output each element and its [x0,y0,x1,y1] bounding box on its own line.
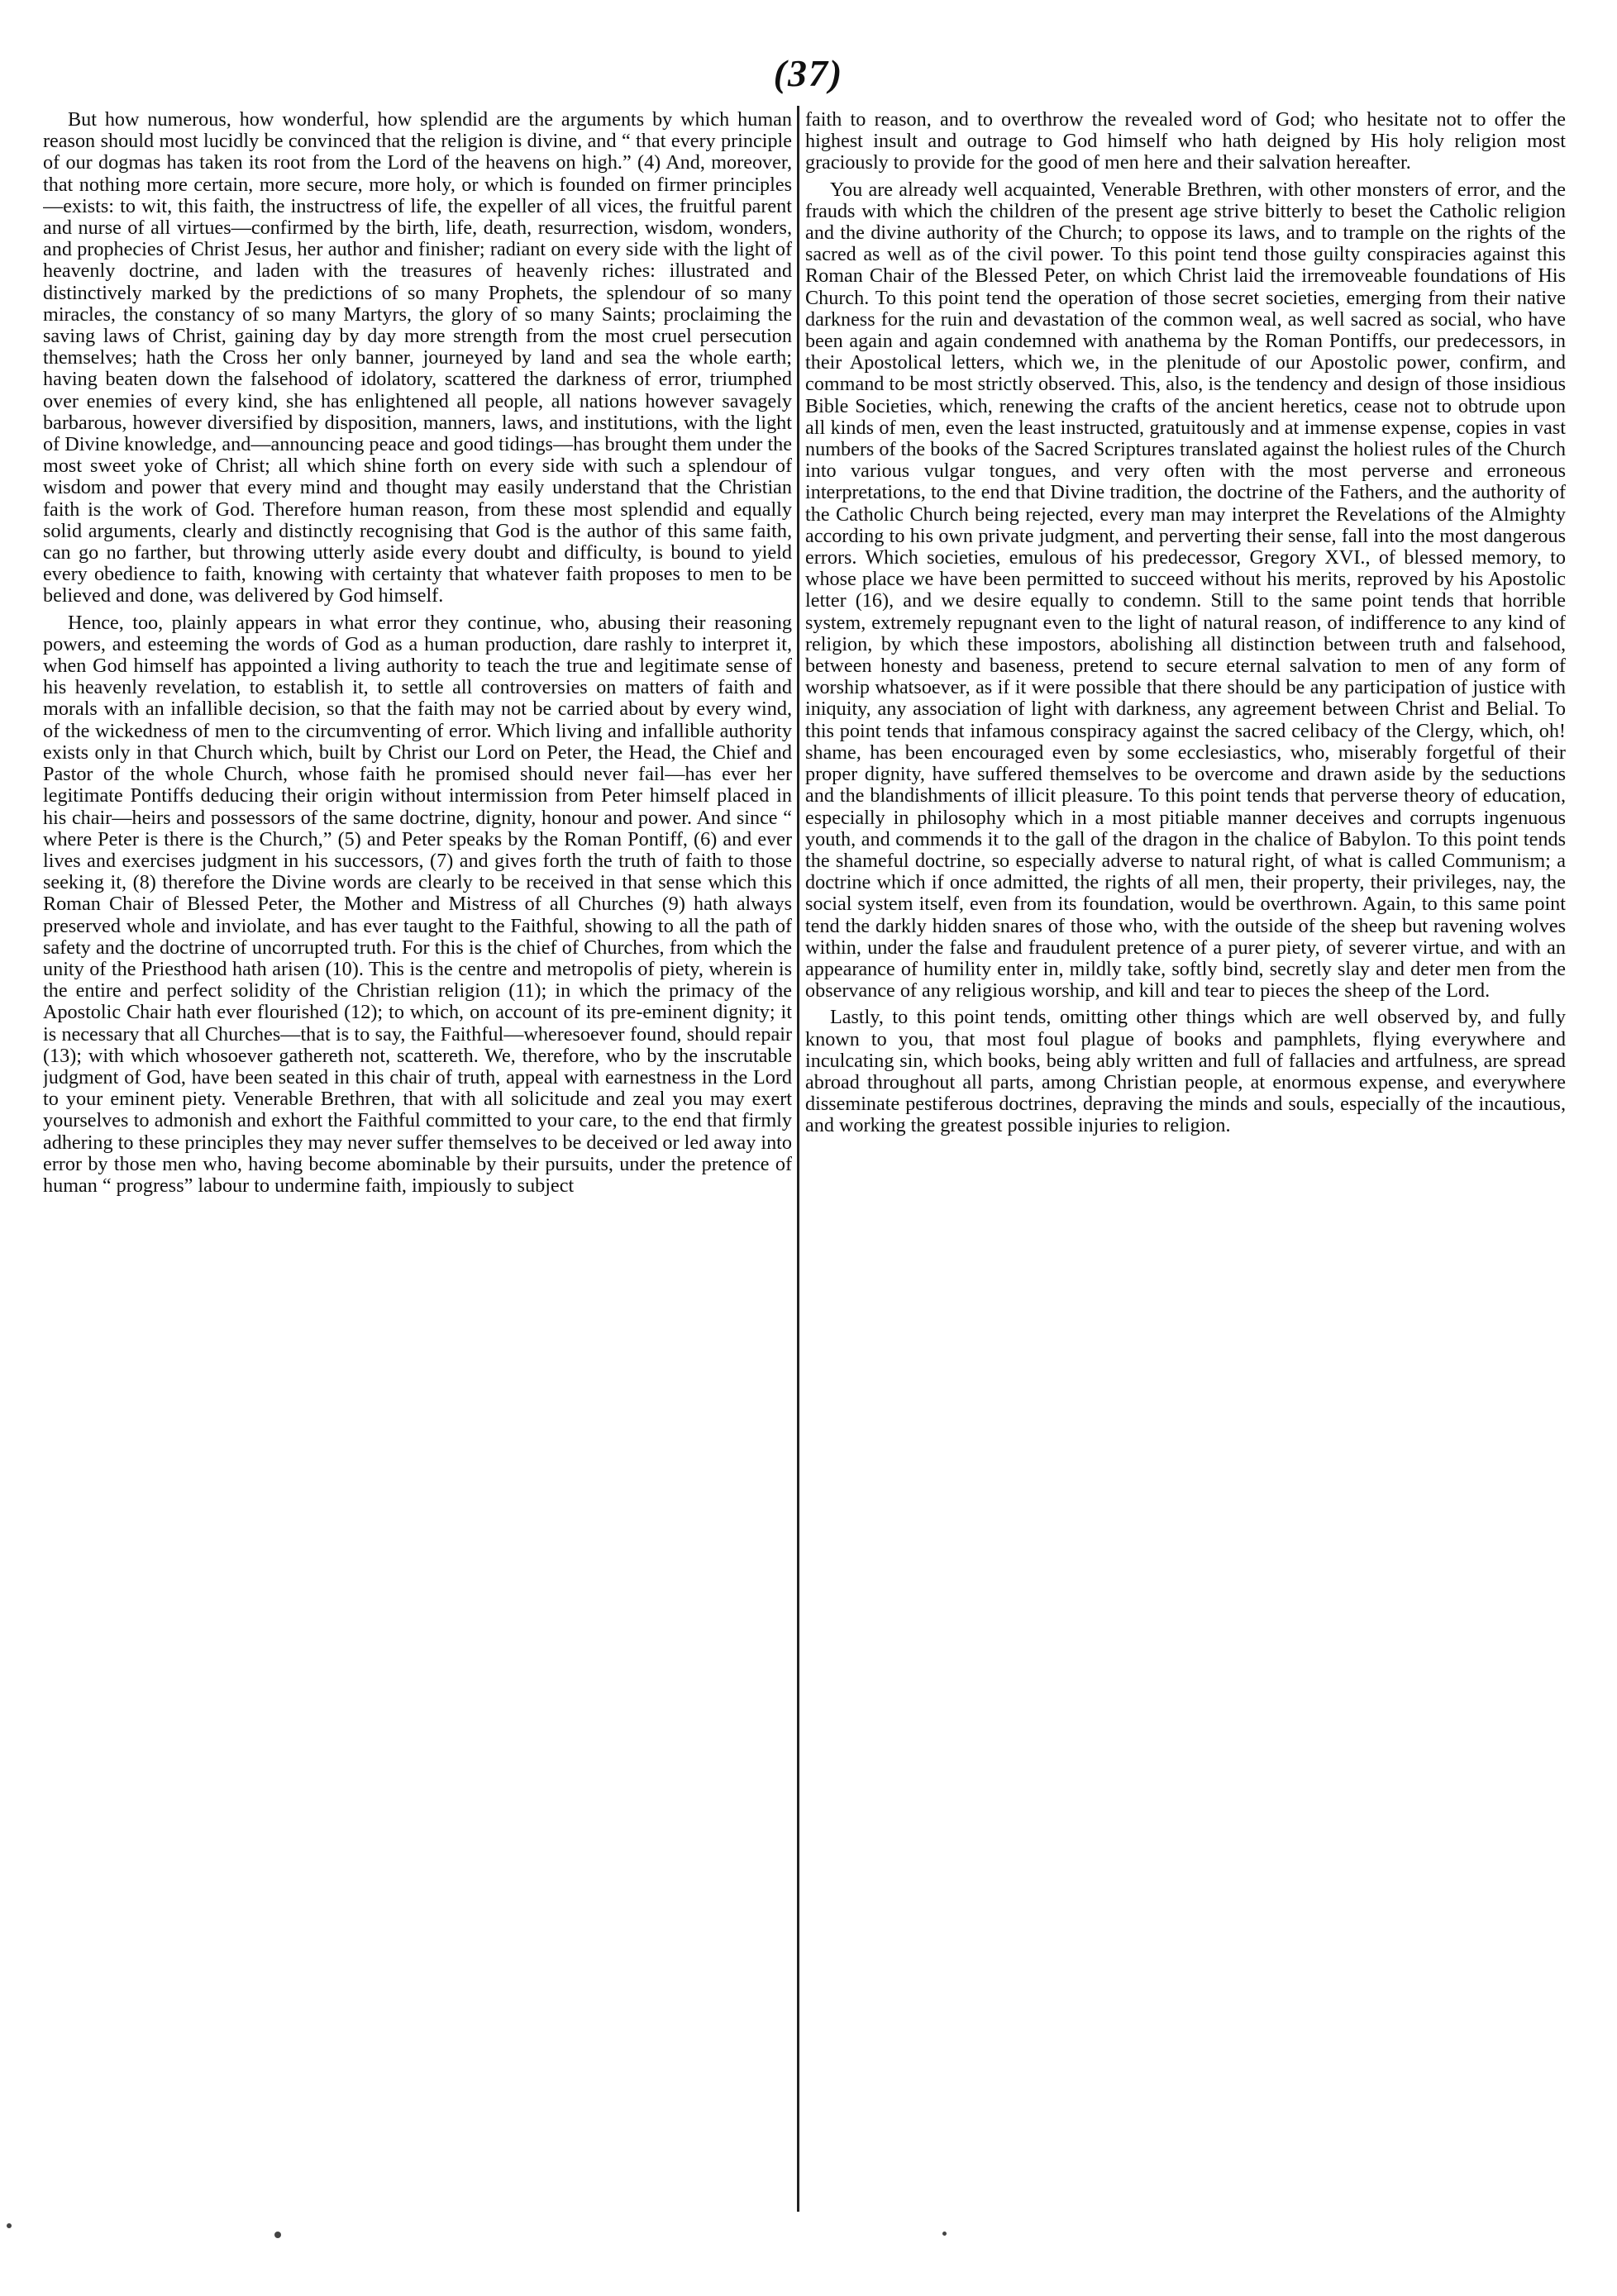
column-divider [797,106,799,2212]
paragraph: Lastly, to this point tends, omitting other things which are well observed by, and fully known to you, that most foul plague of books and pamphlets, flying everywhere and inculcating sin, which books, being ably written and full of fallacies and artfulness, are spread abroad throughout all parts, among Christian people, at enormous expense, and everywhere disseminate pestiferous doctrines, depraving the minds and souls, especially of the incautious, and working the greatest possible injuries to religion. [805,1006,1566,1137]
left-column [43,109,792,2225]
paragraph: But how numerous, how wonderful, how splendid are the arguments by which human reason should most lucidly be convinced that the religion is divine, and “ that every principle of our dogmas has taken its root from the Lord of the heavens on high.” (4) And, moreover, that nothing more certain, more secure, more holy, or which is founded on firmer principles—exists: to wit, this faith, the instructress of life, the expeller of all vices, the fruitful parent and nurse of all virtues—confirmed by the birth, life, death, resurrection, wisdom, wonders, and prophecies of Christ Jesus, her author and finisher; radiant on every side with the light of heavenly doctrine, and laden with the treasures of heavenly riches: illustrated and distinctively marked by the predictions of so many Prophets, the splendour of so many miracles, the constancy of so many Martyrs, the glory of so many Saints; proclaiming the saving laws of Christ, gaining day by day more strength from the most cruel persecution themselves; hath the Cross her only banner, journeyed by land and sea the whole earth; having beaten down the falsehood of idolatory, scattered the darkness of error, triumphed over enemies of every kind, she has enlightened all people, all nations however savagely barbarous, however diversified by disposition, manners, laws, and institutions, with the light of Divine knowledge, and—announcing peace and good tidings—has brought them under the most sweet yoke of Christ; all which shine forth on every side with such a splendour of wisdom and power that every mind and thought may easily understand that the Christian faith is the work of God. Therefore human reason, from these most splendid and equally solid arguments, clearly and distinctly recognising that God is the author of this same faith, can go no farther, but throwing utterly aside every doubt and difficulty, is bound to yield every obedience to faith, knowing with certainty that whatever faith proposes to men to be believed and done, was delivered by God himself. [43,109,792,607]
paragraph: Hence, too, plainly appears in what error they continue, who, abusing their reasoning powers, and esteeming the words of God as a human production, dare rashly to interpret it, when God himself has appointed a living authority to teach the true and legitimate sense of his heavenly revelation, to establish it, to settle all controversies on matters of faith and morals with an infallible decision, so that the faith may not be carried about by every wind, of the wickedness of men to the circumventing of error. Which living and infallible authority exists only in that Church which, built by Christ our Lord on Peter, the Head, the Chief and Pastor of the whole Church, whose faith he promised should never fail—has ever her legitimate Pontiffs deducing their origin without intermission from Peter himself placed in his chair—heirs and possessors of the same doctrine, dignity, honour and power. And since “ where Peter is there is the Church,” (5) and Peter speaks by the Roman Pontiff, (6) and ever lives and exercises judgment in his successors, (7) and gives forth the truth of faith to those seeking it, (8) therefore the Divine words are clearly to be received in that sense which this Roman Chair of Blessed Peter, the Mother and Mistress of all Churches (9) hath always preserved whole and inviolate, and has ever taught to the Faithful, showing to all the path of safety and the doctrine of uncorrupted truth. For this is the chief of Churches, from which the unity of the Priesthood hath arisen (10). This is the centre and metropolis of piety, wherein is the entire and perfect solidity of the Christian religion (11); in which the primacy of the Apostolic Chair hath ever flourished (12); to which, on account of its pre-eminent dignity; it is necessary that all Churches—that is to say, the Faithful—wheresoever found, should repair (13); with which whosoever gathereth not, scattereth. We, therefore, who by the inscrutable judgment of God, have been seated in this chair of truth, appeal with earnestness in the Lord to your eminent piety. Venerable Brethren, that with all solicitude and zeal you may exert yourselves to admonish and exhort the Faithful committed to your care, to the end that firmly adhering to these principles they may never suffer themselves to be deceived or led away into error by those men who, having become abominable by their pursuits, under the pretence of human “ progress” labour to undermine faith, impiously to subject [43,611,792,1197]
right-column [805,109,1566,2225]
paper-speck [274,2232,281,2238]
paragraph: You are already well acquainted, Venerable Brethren, with other monsters of error, and the frauds with which the children of the present age strive bitterly to beset the Catholic religion and the divine authority of the Church; to oppose its laws, and to trample on the rights of the sacred as well as of the civil power. To this point tend those guilty conspiracies against this Roman Chair of the Blessed Peter, on which Christ laid the irremoveable foundations of His Church. To this point tend the operation of those secret societies, emerging from their native darkness for the ruin and devastation of the common weal, as well sacred as social, who have been again and again condemned with anathema by the Roman Pontiffs, our predecessors, in their Apostolical letters, which we, in the plenitude of our Apostolic power, confirm, and command to be most strictly observed. This, also, is the tendency and design of those insidious Bible Societies, which, renewing the crafts of the ancient heretics, cease not to obtrude upon all kinds of men, even the least instructed, gratuitously and at immense expense, copies in vast numbers of the books of the Sacred Scriptures translated against the holiest rules of the Church into various vulgar tongues, and very often with the most perverse and erroneous interpretations, to the end that Divine tradition, the doctrine of the Fathers, and the authority of the Catholic Church being rejected, every man may interpret the Revelations of the Almighty according to his own private judgment, and perverting their sense, fall into the most dangerous errors. Which societies, emulous of his predecessor, Gregory XVI., of blessed memory, to whose place we have been permitted to succeed without his merits, reproved by his Apostolic letter (16), and we desire equally to condemn. Still to the same point tends that horrible system, extremely repugnant even to the light of natural reason, of indifference to any kind of religion, by which these impostors, abolishing all distinction between truth and falsehood, between honesty and baseness, pretend to secure eternal salvation to men of any form of worship whatsoever, as if it were possible that there should be any participation of justice with iniquity, any association of light with darkness, any agreement between Christ and Belial. To this point tends that infamous conspiracy against the sacred celibacy of the Clergy, which, oh! shame, has been encouraged even by some ecclesiastics, who, miserably forgetful of their proper dignity, have suffered themselves to be overcome and drawn aside by the seductions and the blandishments of illicit pleasure. To this point tends that perverse theory of education, especially in philosophy which in a most pitiable manner deceives and corrupts ingenuous youth, and commends it to the gall of the dragon in the chalice of Babylon. To this point tends the shameful doctrine, so especially adverse to natural right, of what is called Communism; a doctrine which if once admitted, the rights of all men, their property, their privileges, nay, the social system itself, even from its foundation, would be overthrown. Again, to this same point tend the darkly hidden snares of those who, with the outside of the sheep but ravening wolves within, under the false and fraudulent pretence of a purer piety, of severer virtue, and with an appearance of humility enter in, mildly take, softly bind, secretly slay and deter men from the observance of any religious worship, and kill and tear to pieces the sheep of the Lord. [805,178,1566,1003]
page-number: (37) [773,52,844,94]
paragraph: faith to reason, and to overthrow the revealed word of God; who hesitate not to offer the highest insult and outrage to God himself who hath deigned by His holy religion most graciously to provide for the good of men here and their salvation hereafter. [805,109,1566,174]
paper-speck [7,2223,12,2228]
paper-speck [942,2232,947,2236]
